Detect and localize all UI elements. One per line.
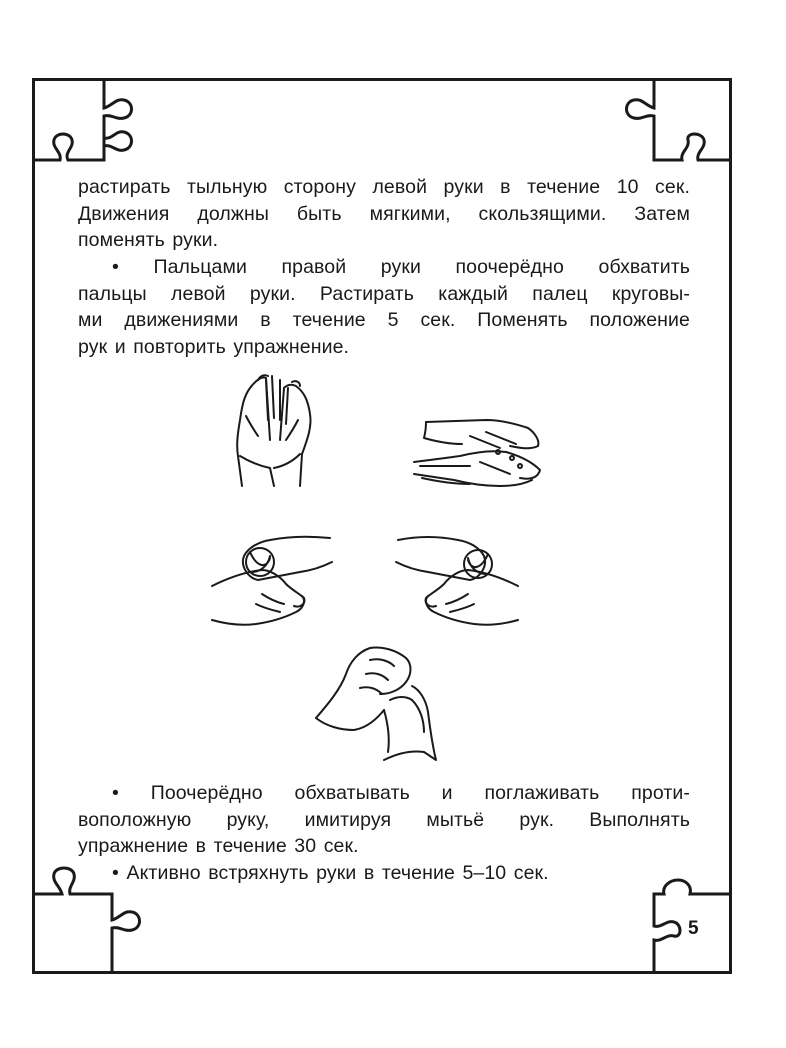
text-line: ми движениями в течение 5 сек. Поменять положение	[78, 309, 690, 331]
text-line: рук и повторить упражнение.	[78, 335, 350, 358]
bullet: •	[112, 862, 119, 884]
paragraph-finger-massage	[78, 254, 690, 360]
bullet: •	[112, 782, 119, 804]
puzzle-piece-top-right-icon	[624, 78, 732, 162]
text-line: поменять руки.	[78, 229, 219, 251]
bullet: •	[112, 256, 119, 278]
text-line	[78, 254, 690, 281]
paragraph-washing-hands	[78, 780, 690, 860]
paragraph-shake-hands	[78, 860, 690, 887]
paragraph-rubbing-back-of-hand	[78, 174, 690, 254]
page-number: 5	[688, 918, 699, 939]
text-line-content: Поочерёдно обхватывать и поглаживать проти-	[150, 782, 690, 804]
text-line: воположную руку, имитируя мытьё рук. Выполнять	[78, 808, 690, 831]
text-line: Движения должны быть мягкими, скользящими. Затем	[78, 202, 690, 225]
text-line-content: Активно встряхнуть руки в течение 5–10 сек.	[126, 862, 549, 884]
text-line: пальцы левой руки. Растирать каждый палец круговы-	[78, 282, 690, 305]
puzzle-piece-top-left-icon	[32, 78, 142, 162]
text-line	[78, 780, 690, 807]
text-line: растирать тыльную сторону левой руки в течение 10 сек.	[78, 176, 690, 198]
text-line	[78, 860, 690, 887]
text-line-content: Пальцами правой руки поочерёдно обхватить	[153, 256, 690, 278]
text-line: упражнение в течение 30 сек.	[78, 835, 359, 857]
